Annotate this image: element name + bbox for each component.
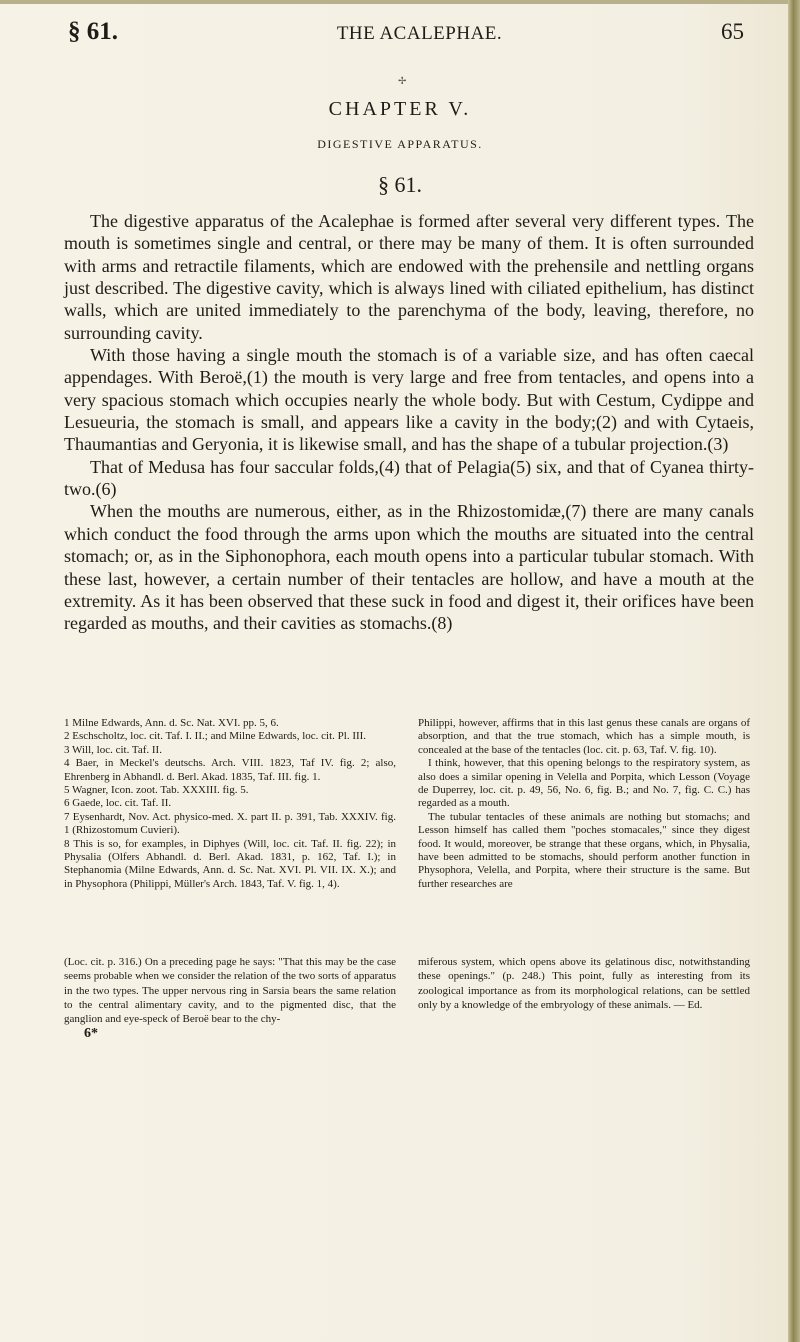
print-mark: ✢ <box>398 76 407 87</box>
paragraph-1: The digestive apparatus of the Acalephae is formed after several very different types. The mouth is sometimes single and central, or there may be many of them. It is often surrounded with arms and retractile filaments, which are endowed with the prehensile and nettling organs just described. The digestive cavity, which is always lined with ciliated epithelium, has distinct walls, which are united immediately to the parenchyma of the body, leaving, therefore, no surrounding cavity. <box>64 211 754 343</box>
footnotes-left-column <box>64 717 396 891</box>
section-number: § 61. <box>378 172 422 197</box>
footnotes <box>64 717 750 891</box>
editor-note-right: miferous system, which opens above its gelatinous disc, notwithstanding these openings." (p. 248.) This point, fully as interesting from its zoological importance as from its morphological relations, can be settled only by a knowledge of the embryology of these animals. — Ed. <box>418 956 750 1011</box>
footnote-3: 3 Will, loc. cit. Taf. II. <box>64 743 162 756</box>
printer-signature: 6* <box>84 1026 98 1041</box>
paragraph-2: With those having a single mouth the stomach is of a variable size, and has often caecal appendages. With Beroë,(1) the mouth is very large and free from tentacles, and opens into a very spacious stomach which occupies nearly the whole body. But with Cestum, Cydippe and Lesueuria, the stomach is small, and appears like a cavity in the body;(2) and with Cytaeis, Thaumantias and Geryonia, it is likewise small, and has the shape of a tubular projection.(3) <box>64 345 754 455</box>
chapter-heading: CHAPTER V. <box>328 98 472 120</box>
footnote-7: 7 Eysenhardt, Nov. Act. physico-med. X. part II. p. 391, Tab. XXXIV. fig. 1 (Rhizostomum Cuvieri). <box>64 810 396 837</box>
page-number: 65 <box>720 19 744 44</box>
top-page-edge <box>0 0 800 4</box>
right-binding-edge <box>788 0 800 1342</box>
footnote-6: 6 Gaede, loc. cit. Taf. II. <box>64 797 172 810</box>
editor-note <box>64 955 750 1026</box>
running-head-title: THE ACALEPHAE. <box>336 23 503 44</box>
footnote-1: 1 Milne Edwards, Ann. d. Sc. Nat. XVI. pp. 5, 6. <box>64 717 279 729</box>
running-head-section: § 61. <box>68 18 118 45</box>
paragraph-3: That of Medusa has four saccular folds,(4) that of Pelagia(5) six, and that of Cyanea thirty-two.(6) <box>64 456 754 500</box>
editor-note-left: (Loc. cit. p. 316.) On a preceding page he says: "That this may be the case seems probable when we consider the relation of the two sorts of apparatus in the two types. The upper nervous ring in Sarsia bears the same relation to the central alimentary cavity, and to the pigmented disc, that the ganglion and eye-speck of Beroë bear to the chy- <box>64 956 396 1026</box>
running-head <box>68 18 744 46</box>
footnote-2: 2 Eschscholtz, loc. cit. Taf. I. II.; and Milne Edwards, loc. cit. Pl. III. <box>64 730 367 743</box>
footnote-continuation-3: The tubular tentacles of these animals are nothing but stomachs; and Lesson himself has called them "poches stomacales," since they digest food. It would, moreover, be strange that these organs, which, in Physalia, have been admitted to be stomachs, should perform another function in Physophora, Velella, and Porpita, where their structure is the same. But further researches are <box>418 810 750 890</box>
footnotes-right-column <box>418 717 750 891</box>
footnote-5: 5 Wagner, Icon. zoot. Tab. XXXIII. fig. 5. <box>64 784 249 797</box>
footnote-continuation-2: I think, however, that this opening belongs to the respiratory system, as also does a similar opening in Velella and Porpita, which Lesson (Voyage de Duperrey, loc. cit. p. 49, 56, No. 6, fig. B.; and No. 7, fig. C. C.) has regarded as a mouth. <box>418 757 750 810</box>
footnote-continuation-1: Philippi, however, affirms that in this last genus these canals are organs of absorption, and that the true stomach, which has a simple mouth, is concealed at the base of the tentacles (loc. cit. p. 63, Taf. V. fig. 10). <box>418 717 750 756</box>
paragraph-4: When the mouths are numerous, either, as in the Rhizostomidæ,(7) there are many canals which conduct the food through the arms upon which the mouths are situated into the central stomach; or, as in the Siphonophora, each mouth opens into a particular tubular stomach. With these last, however, a certain number of their tentacles are hollow, and have a mouth at the extremity. As it has been observed that these suck in food and digest it, their orifices have been regarded as mouths, and their cavities as stomachs.(8) <box>64 501 754 634</box>
footnote-8: 8 This is so, for examples, in Diphyes (Will, loc. cit. Taf. II. fig. 22); in Physalia (Olfers Abhandl. d. Berl. Akad. 1831, p. 162, Taf. I.); in Stephanomia (Milne Edwards, Ann. d. Sc. Nat. XVI. Pl. VII. IX. X.); and in Physophora (Philippi, Müller's Arch. 1843, Taf. V. fig. 1, 4). <box>64 837 396 890</box>
main-text <box>64 210 754 635</box>
footnote-4: 4 Baer, in Meckel's deutschs. Arch. VIII. 1823, Taf IV. fig. 2; also, Ehrenberg in Abhandl. d. Berl. Akad. 1835, Taf. III. fig. 1. <box>64 757 396 783</box>
chapter-subheading: DIGESTIVE APPARATUS. <box>317 137 483 151</box>
